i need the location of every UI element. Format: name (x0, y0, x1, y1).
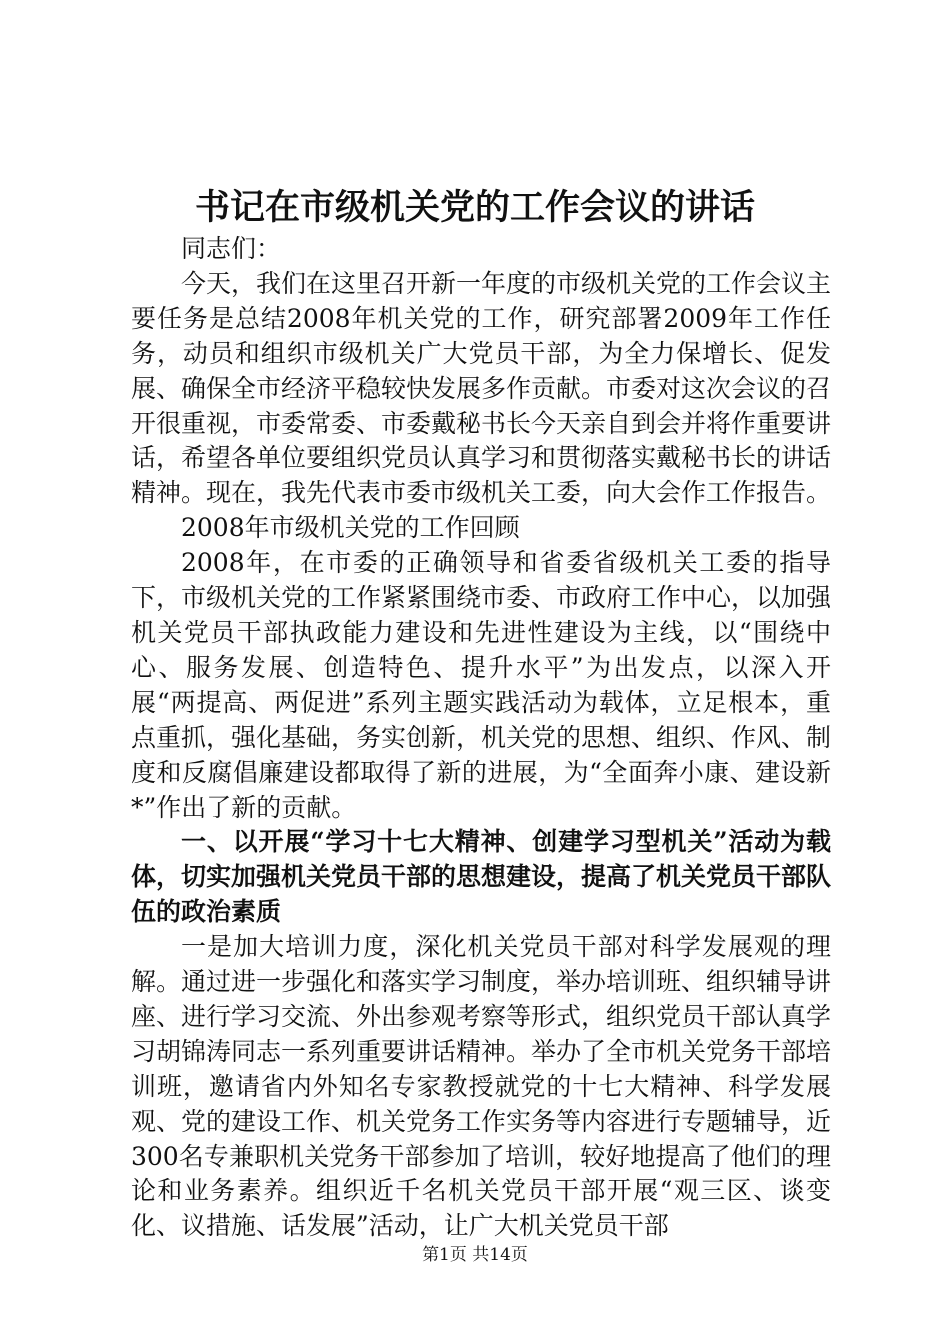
review-heading-paragraph: 2008年市级机关党的工作回顾 (181, 513, 520, 543)
document-body (131, 232, 831, 1244)
review-paragraph: 2008年，在市委的正确领导和省委省级机关工委的指导下，市级机关党的工作紧紧围绕市委、市政府工作中心，以加强机关党员干部执政能力建设和先进性建设为主线，以“围绕中心、服务发展、创造特色、提升水平”为出发点，以深入开展“两提高、两促进”系列主题实践活动为载体，立足根本，重点重抓，强化基础，务实创新，机关党的思想、组织、作风、制度和反腐倡廉建设都取得了新的进展，为“全面奔小康、建设新*”作出了新的贡献。 (131, 548, 832, 822)
section-one-heading: 一、以开展“学习十七大精神、创建学习型机关”活动为载体，切实加强机关党员干部的思想建设，提高了机关党员干部队伍的政治素质 (131, 827, 832, 927)
section-one-paragraph: 一是加大培训力度，深化机关党员干部对科学发展观的理解。通过进一步强化和落实学习制度，举办培训班、组织辅导讲座、进行学习交流、外出参观考察等形式，组织党员干部认真学习胡锦涛同志一系列重要讲话精神。举办了全市机关党务干部培训班，邀请省内外知名专家教授就党的十七大精神、科学发展观、党的建设工作、机关党务工作实务等内容进行专题辅导，近300名专兼职机关党务干部参加了培训，较好地提高了他们的理论和业务素养。组织近千名机关党员干部开展“观三区、谈变化、议措施、话发展”活动，让广大机关党员干部 (131, 932, 832, 1241)
intro-paragraph: 今天，我们在这里召开新一年度的市级机关党的工作会议主要任务是总结2008年机关党的工作，研究部署2009年工作任务，动员和组织市级机关广大党员干部，为全力保增长、促发展、确保全市经济平稳较快发展多作贡献。市委对这次会议的召开很重视，市委常委、市委戴秘书长今天亲自到会并将作重要讲话，希望各单位要组织党员认真学习和贯彻落实戴秘书长的讲话精神。现在，我先代表市委市级机关工委，向大会作工作报告。 (131, 268, 832, 508)
page-number-footer: 第1页 共14页 (422, 1245, 528, 1265)
document-title: 书记在市级机关党的工作会议的讲话 (194, 187, 755, 228)
salutation-paragraph: 同志们： (181, 234, 282, 263)
